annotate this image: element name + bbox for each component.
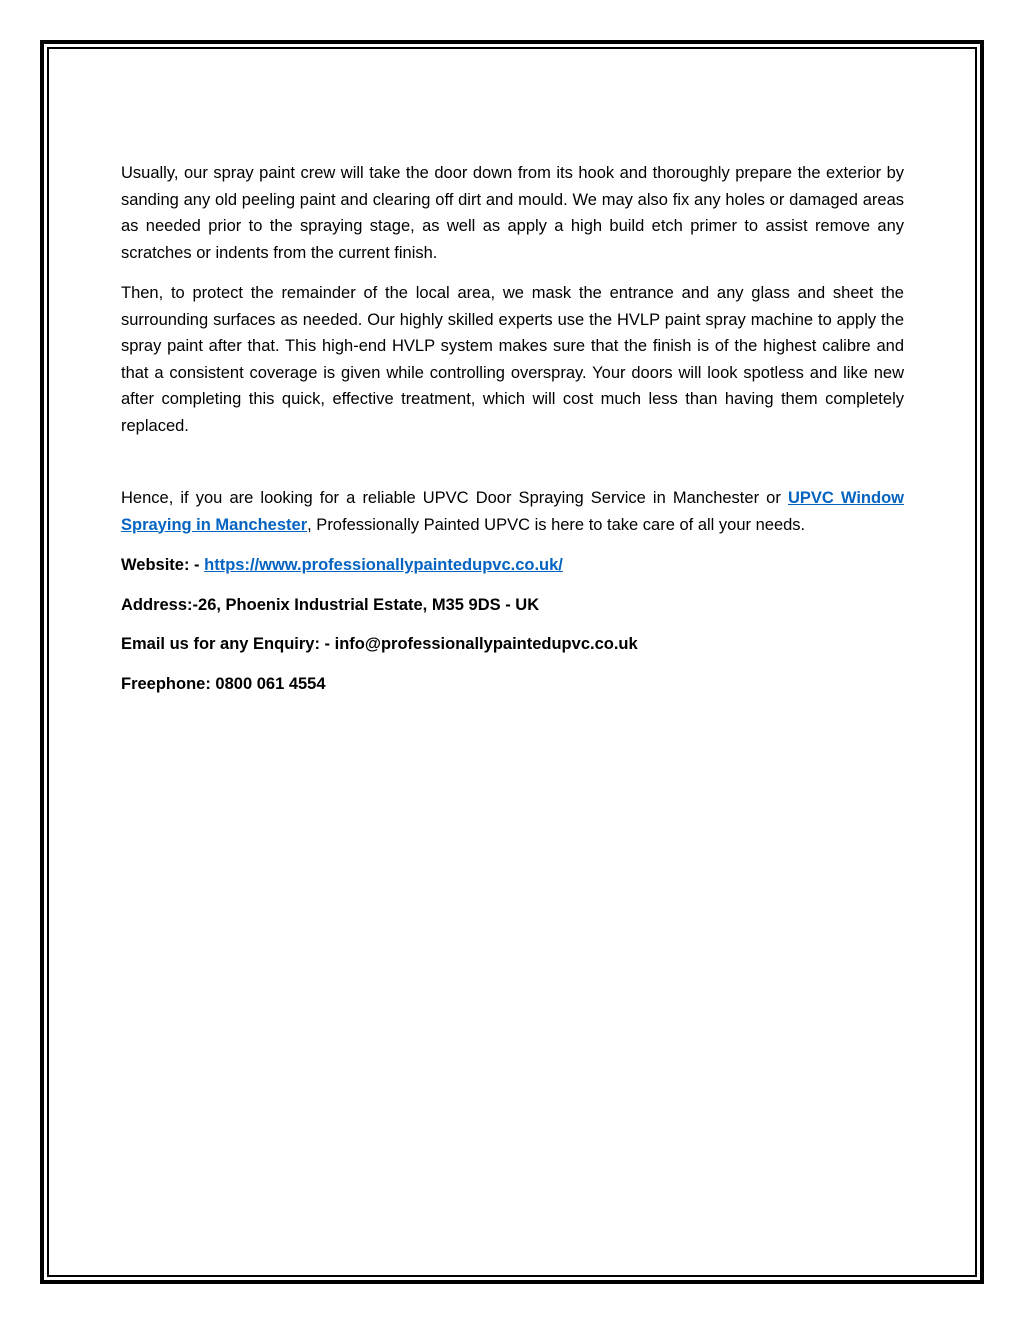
document-body	[121, 160, 904, 710]
website-line	[121, 552, 904, 579]
website-label: Website: -	[121, 556, 205, 574]
closing-text-after: , Professionally Painted UPVC is here to take care of all your needs.	[307, 515, 806, 534]
website-link[interactable]: https://www.professionallypaintedupvc.co.uk/	[204, 556, 563, 574]
phone-line: Freephone: 0800 061 4554	[121, 674, 326, 693]
upvc-window-spraying-link[interactable]: UPVC Window Spraying in Manchester	[121, 489, 904, 534]
email-line: Email us for any Enquiry: - info@professionallypaintedupvc.co.uk	[121, 635, 638, 653]
paragraph-closing	[121, 485, 904, 538]
address-line: Address:-26, Phoenix Industrial Estate, M35 9DS - UK	[121, 595, 540, 614]
paragraph-masking: Then, to protect the remainder of the local area, we mask the entrance and any glass and sheet the surrounding surfaces as needed. Our highly skilled experts use the HVLP paint spray machine to apply the spray paint after that. This high-end HVLP system makes sure that the finish is of the highest calibre and that a consistent coverage is given while controlling overspray. Your doors will look spotless and like new after completing this quick, effective treatment, which will cost much less than having them completely replaced.	[121, 284, 904, 435]
paragraph-preparation: Usually, our spray paint crew will take the door down from its hook and thoroughly prepare the exterior by sanding any old peeling paint and clearing off dirt and mould. We may also fix any holes or damaged areas as needed prior to the spraying stage, as well as apply a high build etch primer to assist remove any scratches or indents from the current finish.	[121, 164, 904, 262]
closing-text-before: Hence, if you are looking for a reliable UPVC Door Spraying Service in Manchester or	[121, 489, 788, 507]
